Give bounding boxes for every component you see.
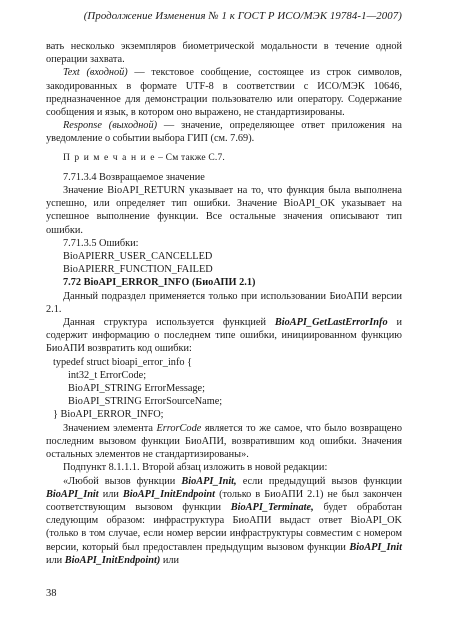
code-line: int32_t ErrorCode; [68, 369, 147, 381]
function-name: BioAPI_GetLastErrorInfo [274, 317, 388, 329]
error-code-2: BioAPIERR_FUNCTION_FAILED [63, 264, 213, 276]
heading-7-72: 7.72 BioAPI_ERROR_INFO (БиоАПИ 2.1) [63, 277, 256, 289]
paragraph-7-72-structure: Данная структура используется функцией BioAPI_GetLastErrorInfo и содержит информацию о последнем типе ошибки, инициированном функцию БиоАПИ возвратить код ошибки: [46, 317, 403, 355]
note [46, 152, 402, 165]
note-text: – См также С.7. [155, 152, 225, 163]
body-text [46, 40, 402, 567]
term-response: Response (выходной) [63, 120, 158, 132]
paragraph-7-72-scope: Данный подраздел применяется только при использовании БиоАПИ версии 2.1. [46, 290, 402, 315]
code-line: BioAPI_STRING ErrorSourceName; [68, 396, 223, 408]
code-block [46, 356, 402, 422]
return-value-paragraph: Значение BioAPI_RETURN указывает на то, что функция была выполнена успешно, или определяет тип ошибки. Значение BioAPI_OK указывает на успешное выполнение функции. Все остальные значения описывают тип ошибки. [46, 185, 402, 236]
heading-7-71-3-5: 7.71.3.5 Ошибки: [63, 237, 139, 249]
code-line: BioAPI_STRING ErrorMessage; [68, 383, 205, 395]
paragraph-continuation: вать несколько экземпляров биометрической модальности в течение одной операции захвата. [46, 41, 402, 66]
quoted-paragraph: «Любой вызов функции BioAPI_Init, если предыдущий вызов функции BioAPI_Init или BioAPI_InitEndpoint (только в БиоАПИ 2.1) не был закончен соответствующим вызовом функции BioAPI_Terminate, будет обработан следующим образом: инфраструктура БиоАПИ выдаст ответ BioAPI_OK (только в том случае, если номер версии инфраструктуры совместим с номером версии, который был предоставлен предыдущим вызовом функции BioAPI_Init или BioAPI_InitEndpoint) или [46, 475, 402, 566]
text-parameter-definition [46, 66, 402, 119]
page-number: 38 [46, 588, 57, 599]
definition-text: — текстовое сообщение, состоящее из строк символов, закодированных в формате UTF-8 в соответствии с ИСО/МЭК 10646, предназначенное для демонстрации пользователю или оператору. Содержание сообщения и язык, в котором оно выражено, не стандартизированы. [46, 67, 402, 119]
term-errorcode: ErrorCode [156, 422, 202, 434]
term-text: Text (входной) [63, 67, 128, 79]
response-parameter-definition [46, 119, 402, 145]
code-line: typedef struct bioapi_error_info { [53, 356, 193, 368]
subclause-instruction: Подпункт 8.1.1.1. Второй абзац изложить в новой редакции: [63, 462, 328, 474]
errorcode-paragraph: Значением элемента ErrorCode является то же самое, что было возвращено последним вызовом функции БиоАПИ, возвратившим код ошибки. Значения остальных элементов не стандартизированы». [46, 422, 402, 461]
definition-response: — значение, определяющее ответ приложения на уведомление о событии выбора ГИП (см. 7.69). [46, 120, 402, 145]
error-code-1: BioAPIERR_USER_CANCELLED [63, 251, 213, 263]
heading-7-71-3-4: 7.71.3.4 Возвращаемое значение [63, 171, 205, 183]
running-header: (Продолжение Изменения № 1 к ГОСТ Р ИСО/МЭК 19784-1—2007) [83, 10, 402, 22]
code-line: } BioAPI_ERROR_INFO; [53, 409, 164, 421]
note-label: П р и м е ч а н и е [63, 152, 156, 163]
